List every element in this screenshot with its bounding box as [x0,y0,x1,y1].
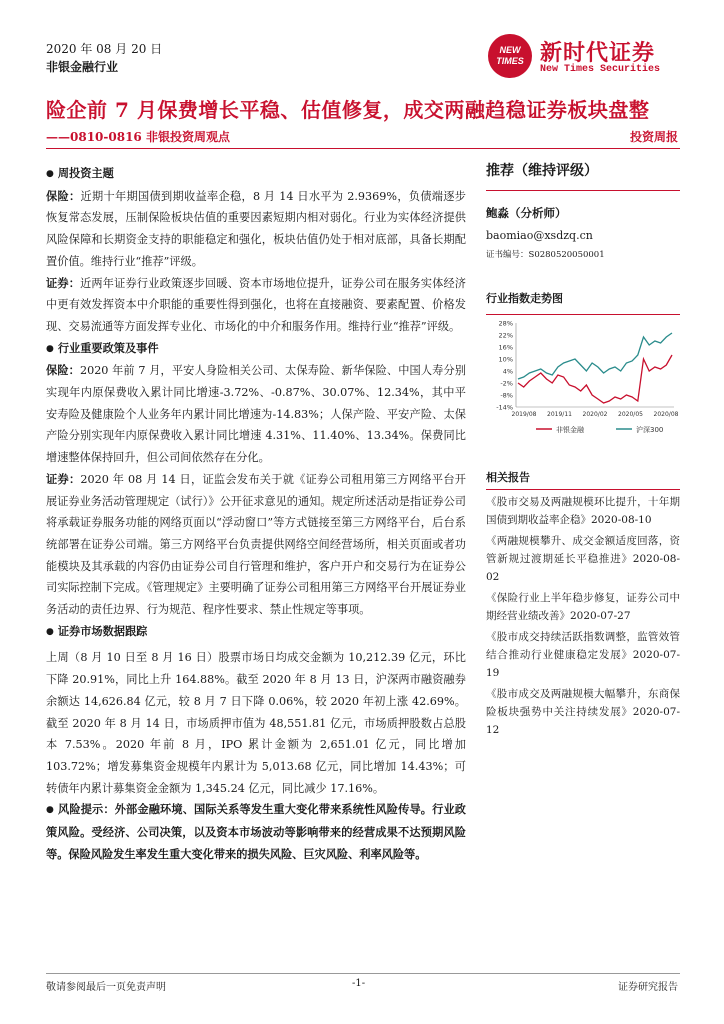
related-report-item[interactable]: 《股市成交持续活跃指数调整，监管效管结合推动行业健康稳定发展》2020-07-19 [486,631,680,679]
legend-label: 沪深300 [636,426,664,434]
document-type: 投资周报 [629,130,678,144]
industry-label: 非银金融行业 [46,60,119,74]
main-content [46,163,466,866]
related-report-item[interactable]: 《保险行业上半年稳步修复，证券公司中期经营业绩改善》2020-07-27 [486,592,680,622]
footer-report-type: 证券研究报告 [618,982,678,993]
logo-mark: NEW TIMES [488,34,532,78]
logo-english-name: New Times Securities [540,64,661,75]
related-divider [486,489,680,490]
chart-svg [486,315,680,447]
report-subtitle: ——0810-0816 非银投资周观点 [46,130,230,144]
related-report-item[interactable]: 《股市成交及两融规模大幅攀升，东商保险板块强势中关注持续发展》2020-07-12 [486,688,680,736]
related-report-item[interactable]: 《股市交易及两融规模环比提升，十年期国债到期收益率企稳》2020-08-10 [486,496,680,526]
x-tick-label: 2020/05 [618,411,643,418]
y-tick-label: 10% [498,355,513,364]
series-line-nonbank [518,355,672,403]
rating: 推荐（维持评级） [486,163,598,179]
bullet-icon: ● [46,169,54,179]
y-tick-label: 22% [498,331,513,340]
related-reports-list [486,493,680,739]
paragraph: 保险：近期十年期国债到期收益率企稳，8 月 14 日水平为 2.9369%，负债端逐步恢复常态发展，压制保险板块估值的重要因素短期内相对弱化。行业为实体经济提供风险保障和长期资金支持的职能稳定和强化，板块估值仍处于相对底部，具备长期配置价值。维持行业“推荐”评级。 [46,188,466,268]
analyst-email: baomiao@xsdzq.cn [486,229,593,242]
y-tick-label: -8% [500,391,513,400]
x-tick-label: 2020/02 [582,411,608,418]
paragraph: 证券：2020 年 08 月 14 日，证监会发布关于就《证券公司租用第三方网络平台开展证券业务活动管理规定（试行）》公开征求意见的通知。规定所述活动是指证券公司将承载证券服务功能的网络页面以“浮动窗口”等方式链接至第三方网络平台，后台系统部署在证券公司端。第三方网络平台负责提供网络空间经营场所，相关页面或者功能模块及其承载的内容仍由证券公司自行管理和维护，客户开户和交易行为在证券公司实际控制下完成。《管理规定》主要明确了证券公司租用第三方网络平台开展证券业务活动的责任边界、行为规范、程序性要求、禁止性规定等事项。 [46,471,466,617]
y-tick-label: 28% [498,319,513,328]
report-date: 2020 年 08 月 20 日 [46,42,163,56]
company-logo [488,34,688,82]
bullet-icon: ● [46,805,55,816]
sidebar [486,160,680,739]
section-heading: ● 行业重要政策及事件 [46,340,159,355]
x-tick-label: 2020/08 [653,411,679,418]
y-tick-label: 4% [502,367,513,376]
paragraph: 保险：2020 年前 7 月，平安人身险相关公司、太保寿险、新华保险、中国人寿分别实现年内原保费收入累计同比增速-3.72%、-0.87%、30.07%、12.34%，其中平安寿险及健康险个人业务年内累计同比增速为-14.83%；人保产险、平安产险、太保产险分别实现年内原保费收入累计同比增速 4.31%、11.40%、13.34%。保费同比增速整体保持回升，但公司间依然存在分化。 [46,363,466,465]
paragraph: 证券：近两年证券行业政策逐步回暖、资本市场地位提升，证券公司在服务实体经济中更有效发挥资本中介职能的重要性得到强化，也将在直接融资、要素配置、价格发现、交易流通等方面发挥专业化、市场化的中介和服务作用。维持行业“推荐”评级。 [46,275,466,333]
y-tick-label: -2% [500,379,513,388]
x-tick-label: 2019/08 [511,411,537,418]
y-tick-label: -14% [496,403,513,412]
bullet-icon: ● [46,626,54,637]
analyst-name: 鲍淼（分析师） [486,206,567,220]
logo-chinese-name: 新时代证券 [540,40,656,66]
title-divider [46,148,680,149]
risk-warning: ● 风险提示：外部金融环境、国际关系等发生重大变化带来系统性风险传导。行业政策风险。受经济、公司决策，以及资本市场波动等影响带来的经营成果不达预期风险等。保险风险发生率发生重大变化带来的损失风险、巨灾风险、利率风险等。 [46,802,466,861]
paragraph: 上周（8 月 10 日至 8 月 16 日）股票市场日均成交金额为 10,212.39 亿元，环比下降 20.91%，同比上升 164.88%。截至 2020 年 8 月 13 日，沪深两市融资融券余额达 14,626.84 亿元，较 8 月 7 日下降 0.06%，较 2020 年初上涨 42.69%。截至 2020 年 8 月 14 日，市场质押市值为 48,551.81 亿元，市场质押股数占总股本 7.53%。2020 年前 8 月，IPO 累计金额为 2,651.01 亿元，同比增加 103.72%；增发募集资金规模年内累计为 5,013.68 亿元，同比增加 14.43%；可转债年内累计募集资金金额为 1,345.24 亿元，同比减少 17.16%。 [46,651,466,795]
x-tick-label: 2019/11 [547,411,572,418]
certificate-number: 证书编号：S0280520050001 [486,250,605,260]
section-heading: ● 证券市场数据跟踪 [46,623,148,638]
footer-divider [46,973,680,974]
series-line-csi300 [518,333,672,379]
chart-title: 行业指数走势图 [486,292,563,305]
rating-divider [486,190,680,191]
page-number: -1- [352,978,366,989]
section-heading: ● 周投资主题 [46,166,114,180]
report-title: 险企前 7 月保费增长平稳、估值修复，成交两融趋稳证券板块盘整 [46,98,650,122]
index-chart [486,314,680,447]
legend-label: 非银金融 [556,426,584,434]
bullet-icon: ● [46,343,54,354]
related-reports-title: 相关报告 [486,471,530,484]
footer-disclaimer: 敬请参阅最后一页免责声明 [46,982,166,993]
y-tick-label: 16% [498,343,513,352]
related-report-item[interactable]: 《两融规模攀升、成交金额适度回落，资管新规过渡期延长平稳推进》2020-08-02 [486,535,680,583]
